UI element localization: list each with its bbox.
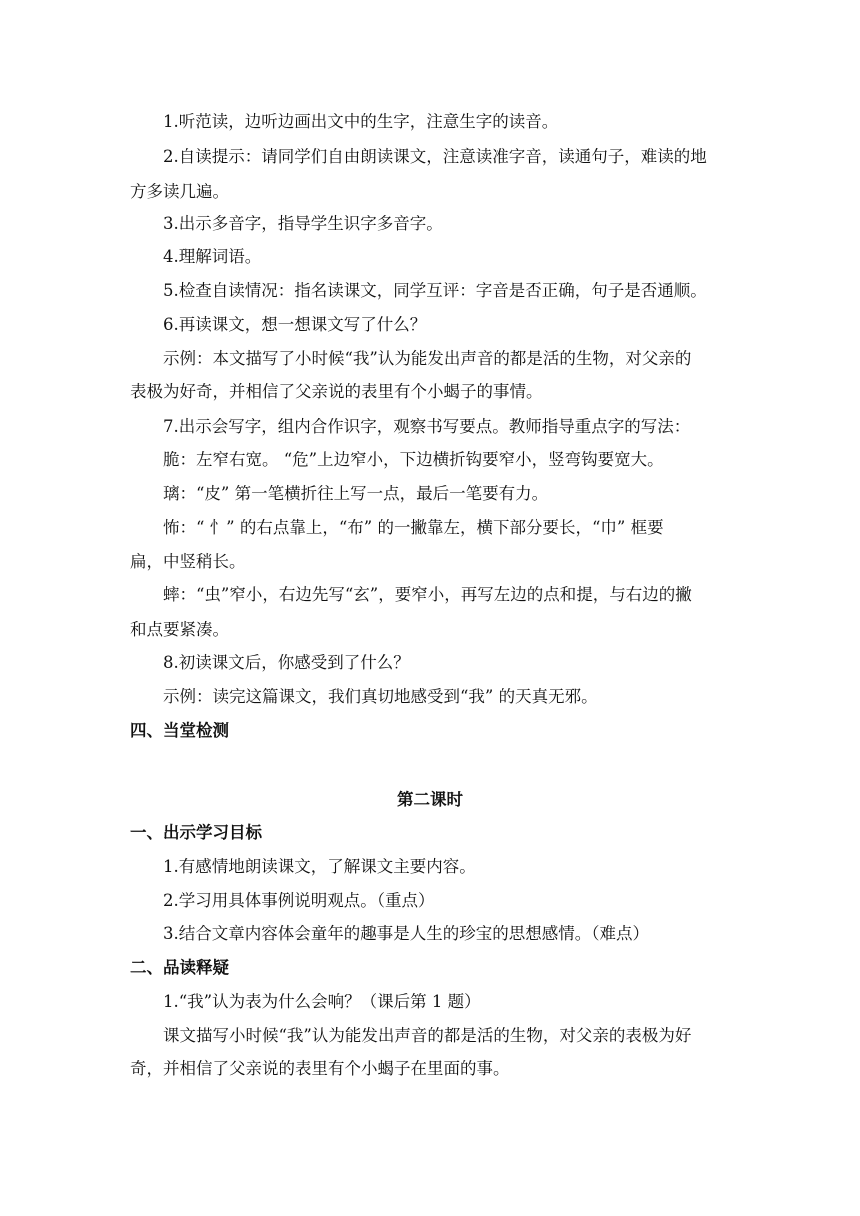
- step-2-line-1: 2.自读提示：请同学们自由朗读课文，注意读准字音，读通句子，难读的地: [163, 147, 707, 166]
- char-shuai-note-line-1: 蟀：“虫”窄小，右边先写“玄”，要窄小，再写左边的点和提，与右边的撇: [163, 585, 692, 604]
- step-6-example-line-2: 表极为好奇，并相信了父亲说的表里有个小蝎子的事情。: [130, 382, 543, 401]
- lesson-title: 第二课时: [397, 790, 463, 809]
- goal-1: 1.有感情地朗读课文，了解课文主要内容。: [163, 857, 476, 876]
- answer-1-line-2: 奇，并相信了父亲说的表里有个小蝎子在里面的事。: [130, 1059, 510, 1078]
- step-7: 7.出示会写字，组内合作识字，观察书写要点。教师指导重点字的写法：: [163, 417, 691, 436]
- question-1: 1.“我”认为表为什么会响？（课后第 1 题）: [163, 992, 481, 1011]
- goal-2: 2.学习用具体事例说明观点。（重点）: [163, 891, 435, 910]
- step-8: 8.初读课文后，你感受到了什么？: [163, 653, 410, 672]
- step-1: 1.听范读，边听边画出文中的生字，注意生字的读音。: [163, 112, 559, 131]
- answer-1-line-1: 课文描写小时候“我”认为能发出声音的都是活的生物，对父亲的表极为好: [163, 1026, 692, 1045]
- step-6: 6.再读课文，想一想课文写了什么？: [163, 315, 427, 334]
- char-shuai-note-line-2: 和点要紧凑。: [130, 620, 229, 639]
- section-heading-goals: 一、出示学习目标: [130, 823, 262, 842]
- step-8-example: 示例：读完这篇课文，我们真切地感受到“我” 的天真无邪。: [163, 687, 598, 706]
- char-bu-note-line-2: 扁，中竖稍长。: [130, 552, 246, 571]
- char-bu-note-line-1: 怖：“ 忄” 的右点靠上，“布” 的一撇靠左，横下部分要长，“巾” 框要: [163, 518, 664, 537]
- step-6-example-line-1: 示例：本文描写了小时候“我”认为能发出声音的都是活的生物，对父亲的: [163, 349, 692, 368]
- step-4: 4.理解词语。: [163, 247, 262, 266]
- step-3: 3.出示多音字，指导学生识字多音字。: [163, 214, 443, 233]
- goal-3: 3.结合文章内容体会童年的趣事是人生的珍宝的思想感情。（难点）: [163, 924, 649, 943]
- char-li-note: 璃：“皮” 第一笔横折往上写一点，最后一笔要有力。: [163, 484, 549, 503]
- char-cui-note: 脆：左窄右宽。 “危”上边窄小，下边横折钩要窄小，竖弯钩要宽大。: [163, 450, 664, 469]
- section-heading-reading: 二、品读释疑: [130, 958, 229, 977]
- section-heading-4: 四、当堂检测: [130, 721, 229, 740]
- step-5: 5.检查自读情况：指名读课文，同学互评：字音是否正确，句子是否通顺。: [163, 281, 707, 300]
- step-2-line-2: 方多读几遍。: [130, 182, 229, 201]
